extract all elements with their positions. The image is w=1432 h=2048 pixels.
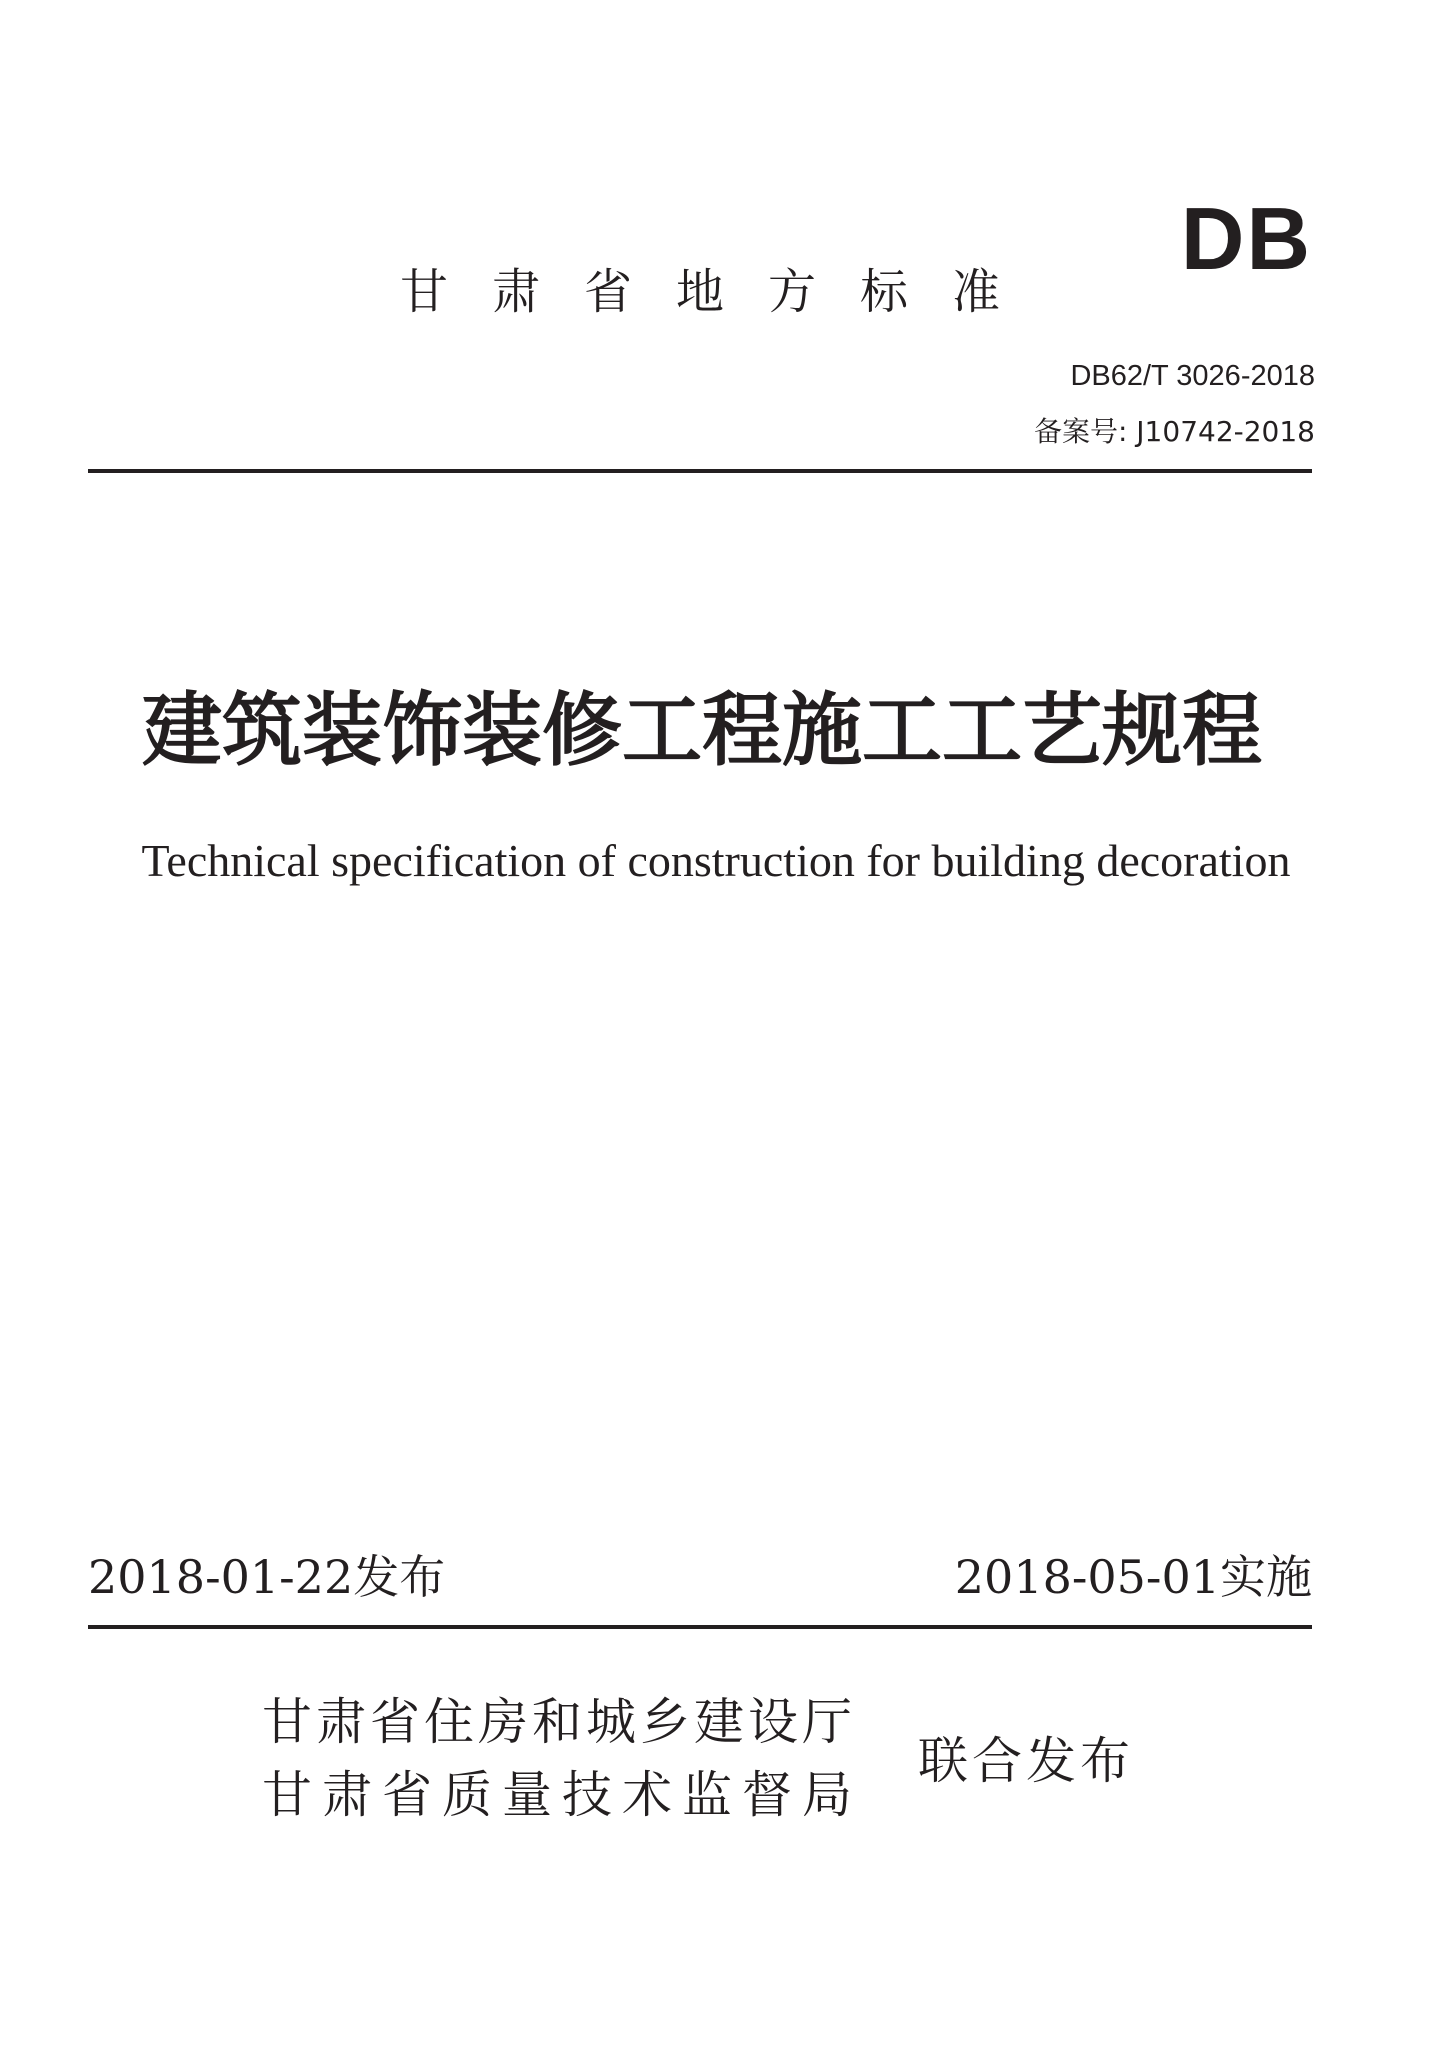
- joint-issue-label: 联合发布: [918, 1732, 1134, 1790]
- document-title-english: Technical specification of construction for building decoration: [141, 835, 1291, 886]
- db-mark: DB: [1180, 189, 1312, 288]
- standard-number: DB62/T 3026-2018: [1070, 360, 1315, 392]
- standard-type: 甘肃省地方标准: [400, 264, 1045, 320]
- bottom-divider: [88, 1625, 1312, 1629]
- issuer-quality-bureau: 甘肃省质量技术监督局: [262, 1766, 862, 1824]
- top-divider: [88, 469, 1312, 473]
- record-number: 备案号: J10742-2018: [1033, 415, 1315, 448]
- implementation-date: 2018-05-01实施: [954, 1550, 1312, 1604]
- document-title-chinese: 建筑装饰装修工程施工工艺规程: [142, 683, 1262, 777]
- issuer-housing-department: 甘肃省住房和城乡建设厅: [262, 1693, 856, 1751]
- issue-date: 2018-01-22发布: [88, 1550, 446, 1604]
